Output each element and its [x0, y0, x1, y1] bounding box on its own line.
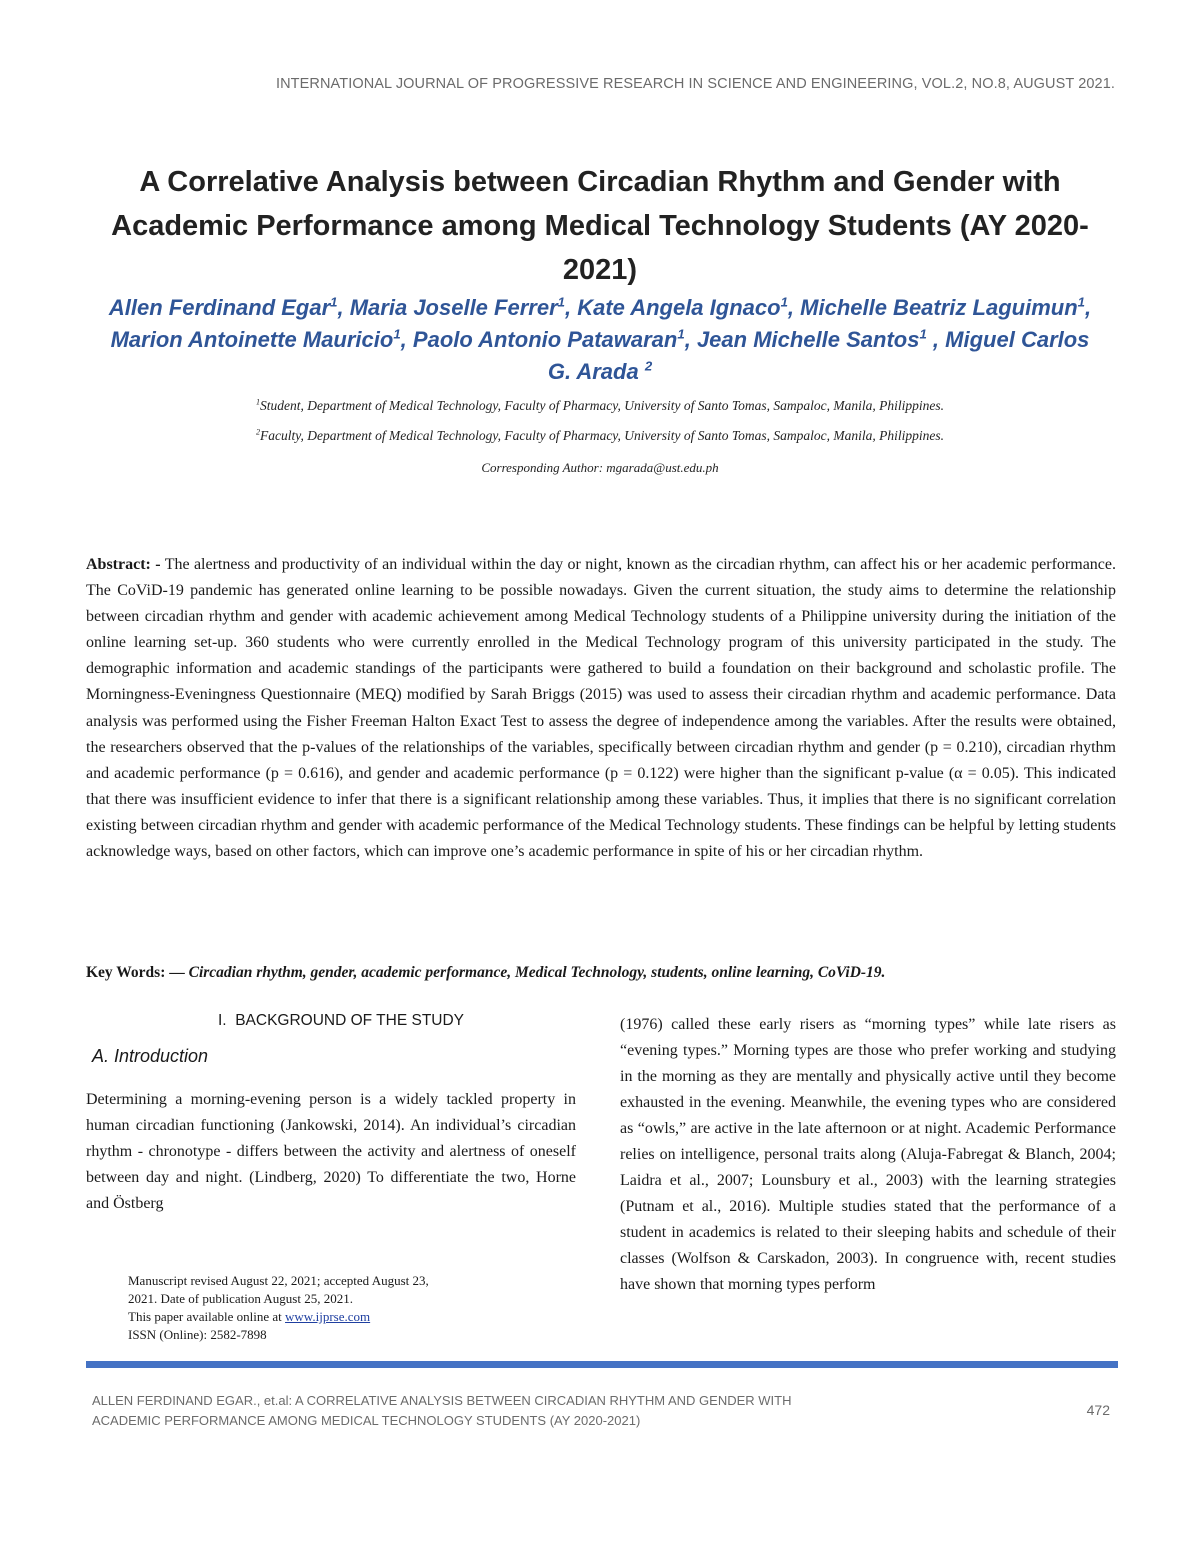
author-affiliation-mark: 1 [557, 294, 565, 310]
author-name: Maria Joselle Ferrer [349, 295, 558, 320]
page-number: 472 [1086, 1402, 1110, 1418]
section-number: I. [217, 1012, 227, 1029]
author-affiliation-mark: 2 [644, 358, 653, 374]
footnote-line: Manuscript revised August 22, 2021; accepted August 23, [128, 1273, 429, 1288]
footer-line: ALLEN FERDINAND EGAR., et.al: A CORRELATIVE ANALYSIS BETWEEN CIRCADIAN RHYTHM AND GENDER WITH [92, 1393, 792, 1408]
manuscript-footnote [128, 1272, 528, 1344]
journal-header: INTERNATIONAL JOURNAL OF PROGRESSIVE RESEARCH IN SCIENCE AND ENGINEERING, VOL.2, NO.8, AUGUST 2021. [275, 76, 1115, 92]
author-separator: , [926, 327, 940, 352]
affiliation-mark: 2 [255, 427, 260, 437]
footnote-line: ISSN (Online): 2582-7898 [128, 1327, 267, 1342]
affiliation-text: Faculty, Department of Medical Technology, Faculty of Pharmacy, University of Santo Tomas, Sampaloc, Manila, Philippines. [260, 428, 945, 443]
abstract [86, 552, 1116, 865]
author-name: Miguel Carlos G. Arada [547, 327, 1090, 384]
author-affiliation-mark: 1 [330, 294, 338, 310]
right-column-paragraph: (1976) called these early risers as “morning types” while late risers as “evening types.” Morning types are those who prefer working and studying in the morning as they are mentally and physically active until they become exhausted in the evening. Meanwhile, the evening types who are considered as “owls,” are active in the late afternoon or at night. Academic Performance relies on intelligence, personal traits along (Aluja-Fabregat & Blanch, 2004; Laidra et al., 2007; Lounsbury et al., 2003) with the learning strategies (Putnam et al., 2016). Multiple studies stated that the performance of a student in academics is related to their sleeping habits and schedule of their classes (Wolfson & Carskadon, 2003). In congruence with, recent studies have shown that morning types perform [620, 1016, 1116, 1293]
author-name: Marion Antoinette Mauricio [110, 327, 394, 352]
author-name: Jean Michelle Santos [696, 327, 920, 352]
author-affiliation-mark: 1 [780, 294, 788, 310]
paper-title: A Correlative Analysis between Circadian Rhythm and Gender with Academic Performance among Medical Technology Students (AY 2020-2021) [111, 166, 1089, 286]
keywords-text: Circadian rhythm, gender, academic performance, Medical Technology, students, online learning, CoViD-19. [188, 964, 886, 981]
author-name: Paolo Antonio Patawaran [412, 327, 678, 352]
author-separator: , [1084, 295, 1092, 320]
footnote-link-prefix: This paper available online at [128, 1309, 286, 1324]
subsection-heading: A. Introduction [92, 1046, 209, 1066]
author-affiliation-mark: 1 [677, 326, 685, 342]
journal-website-link[interactable]: www.ijprse.com [285, 1309, 371, 1324]
author-affiliation-mark: 1 [919, 326, 927, 342]
keywords-label: Key Words: — [86, 964, 189, 981]
corresponding-author: Corresponding Author: mgarada@ust.edu.ph [481, 460, 719, 475]
affiliation-text: Student, Department of Medical Technology, Faculty of Pharmacy, University of Santo Tomas, Sampaloc, Manila, Philippines. [259, 398, 945, 413]
author-name: Michelle Beatriz Laguimun [800, 295, 1078, 320]
abstract-label: Abstract: - [86, 556, 161, 573]
section-title: BACKGROUND OF THE STUDY [235, 1012, 465, 1029]
keywords [86, 964, 1116, 982]
left-column [86, 1012, 576, 1217]
affiliation-student [90, 398, 1110, 414]
running-footer [92, 1391, 992, 1431]
author-separator: , [787, 295, 801, 320]
section-heading [86, 1012, 576, 1030]
author-separator: , [400, 327, 413, 352]
footnote-line: 2021. Date of publication August 25, 2021. [128, 1291, 353, 1306]
author-name: Kate Angela Ignaco [577, 295, 781, 320]
author-separator: , [564, 295, 578, 320]
intro-paragraph: Determining a morning-evening person is a widely tackled property in human circadian functioning (Jankowski, 2014). An individual’s circadian rhythm - chronotype - differs between the activity and alertness of oneself between day and night. (Lindberg, 2020) To differentiate the two, Horne and Östberg [86, 1091, 576, 1212]
affiliation-faculty [90, 428, 1110, 444]
author-name: Allen Ferdinand Egar [108, 295, 331, 320]
author-affiliation-mark: 1 [1077, 294, 1085, 310]
author-separator: , [684, 327, 697, 352]
affiliation-mark: 1 [255, 397, 260, 407]
footnote-line [128, 1308, 528, 1326]
footer-rule [86, 1361, 1118, 1368]
abstract-text: The alertness and productivity of an individual within the day or night, known as the circadian rhythm, can affect his or her academic performance. The CoViD-19 pandemic has generated online learning to be possible nowadays. Given the current situation, the study aims to determine the relationship between circadian rhythm and gender with academic achievement among Medical Technology students of a Philippine university during the initiation of the online learning set-up. 360 students who were currently enrolled in the Medical Technology program of this university participated in the study. The demographic information and academic standings of the participants were gathered to build a foundation on their background and scholastic profile. The Morningness-Eveningness Questionnaire (MEQ) modified by Sarah Briggs (2015) was used to assess their circadian rhythm and academic performance. Data analysis was performed using the Fisher Freeman Halton Exact Test to assess the degree of independence among the variables. After the results were obtained, the researchers observed that the p-values of the relationships of the variables, specifically between circadian rhythm and gender (p = 0.210), circadian rhythm and academic performance (p = 0.616), and gender and academic performance (p = 0.122) were higher than the significant p-value (α = 0.05). This indicated that there was insufficient evidence to infer that there is a significant relationship among these variables. Thus, it implies that there is no significant correlation existing between circadian rhythm and gender with academic performance of the Medical Technology students. These findings can be helpful by letting students acknowledge ways, based on other factors, which can improve one’s academic performance in spite of his or her circadian rhythm. [86, 556, 1117, 861]
author-list [100, 292, 1100, 388]
author-separator: , [337, 295, 350, 320]
footer-line: ACADEMIC PERFORMANCE AMONG MEDICAL TECHNOLOGY STUDENTS (AY 2020-2021) [92, 1413, 641, 1428]
author-affiliation-mark: 1 [393, 326, 401, 342]
